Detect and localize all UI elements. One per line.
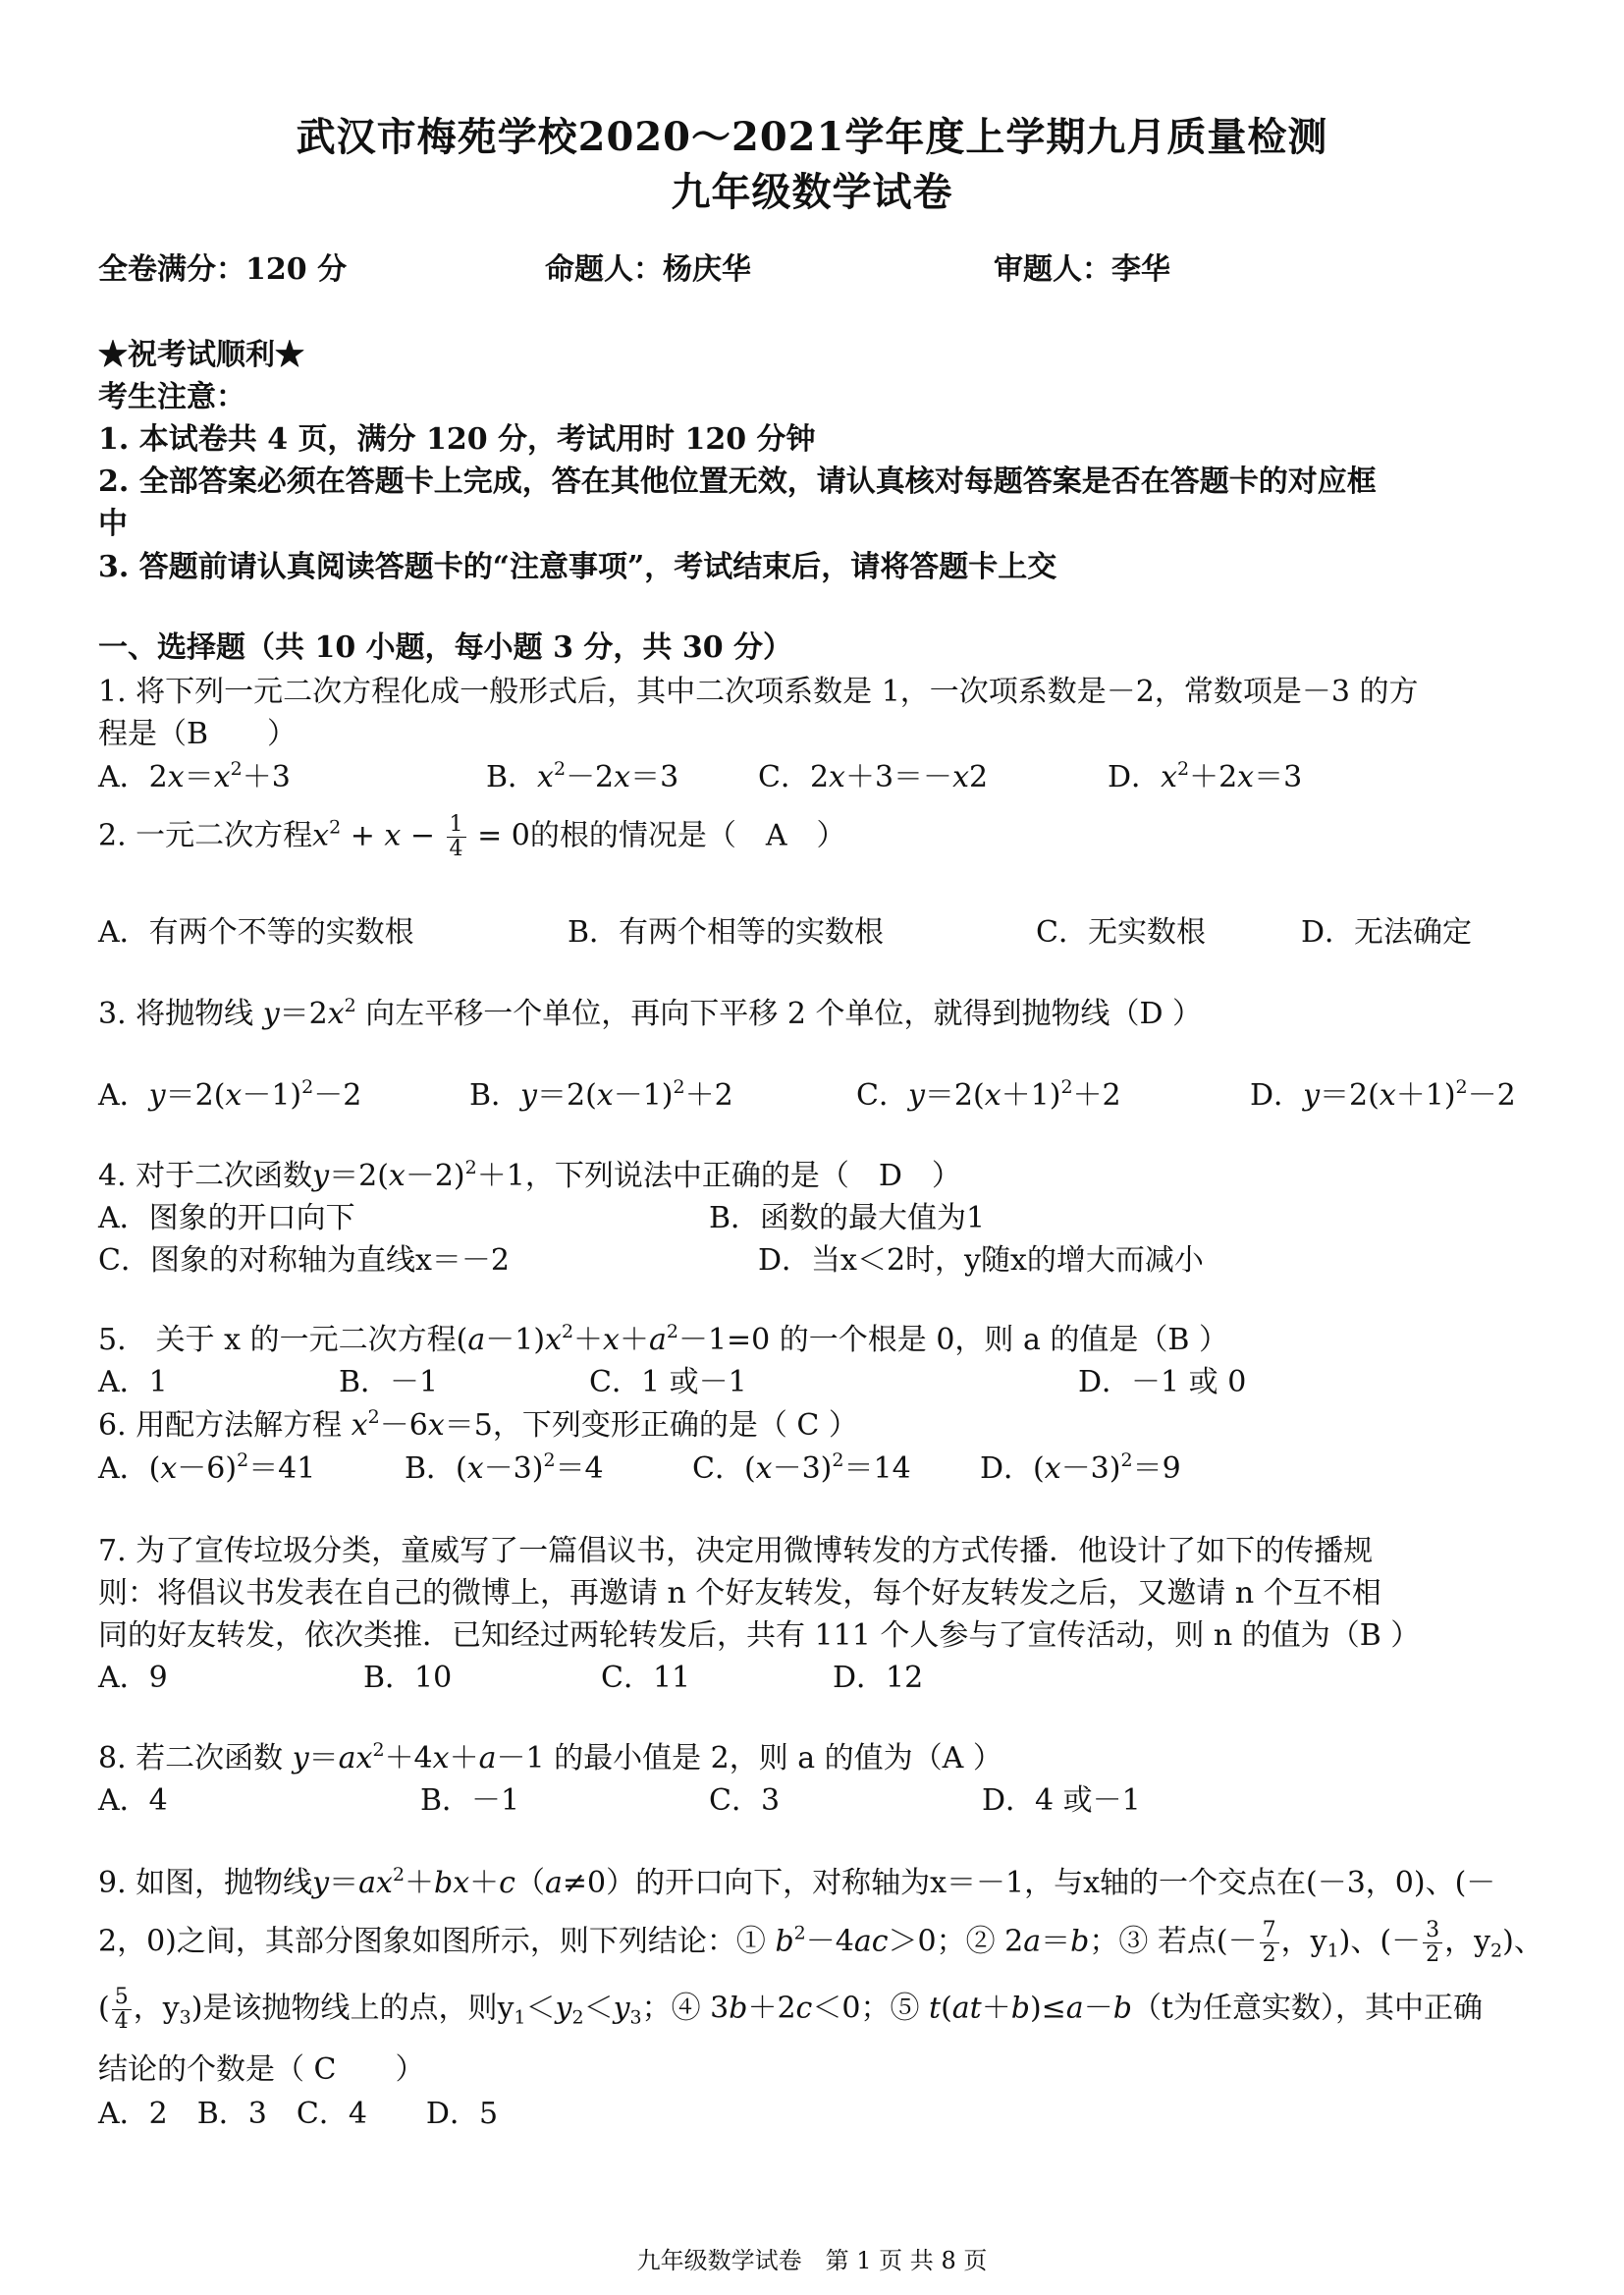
q4-option-a: A．图象的开口向下 (98, 1201, 355, 1235)
q8-option-c: C．3 (709, 1783, 781, 1818)
q2-option-c: C．无实数根 (1036, 915, 1206, 950)
q6-option-c: C．$(x-3)^2=14$ (692, 1449, 911, 1486)
q7-option-b: B．10 (363, 1661, 453, 1695)
question-reviewer: 审题人：李华 (994, 252, 1170, 287)
q2-option-b: B．有两个相等的实数根 (568, 915, 885, 950)
notice-heading: 考生注意： (98, 380, 245, 414)
total-score: 全卷满分：120 分 (98, 252, 348, 287)
q9-options: A．2 B．3 C．4 D．5 (98, 2097, 499, 2131)
q2-option-a: A．有两个不等的实数根 (98, 915, 414, 950)
q6-option-d: D．$(x-3)^2=9$ (980, 1449, 1181, 1486)
q1-option-d: D．$x^2+2x=3$ (1108, 758, 1303, 794)
q2-stem: 2. 一元二次方程$x^2 + x$ − $\frac{1}{4}$ = 0的根的情况是（ A ） (98, 812, 846, 861)
q1-option-c: C．2x＋3＝－x2 (758, 760, 989, 794)
question-author: 命题人：杨庆华 (545, 252, 751, 287)
q9-stem-cont-3: 结论的个数是（ C ） (98, 2052, 425, 2087)
q8-option-b: B．－1 (420, 1783, 520, 1818)
notice-item-2-cont: 中 (98, 507, 128, 541)
q4-option-d: D．当x＜2时，y随x的增大而减小 (758, 1243, 1204, 1278)
q9-stem-cont-2: ( $\frac{5}{4}$ ，$y_3$)是该抛物线上的点，则$y_1<y_2<y_3$；④ 3b＋2c＜0；⑤ t(at＋b)≤a－b（t为任意实数），其中正确 (98, 1985, 1483, 2034)
q5-option-d: D．－1 或 0 (1078, 1365, 1247, 1399)
q6-option-b: B．$(x-3)^2=4$ (405, 1449, 604, 1486)
q7-option-a: A．9 (98, 1661, 168, 1695)
fraction-seven-halves: $\frac{7}{2}$ (1260, 1919, 1279, 1967)
q1-option-b: B．$x^2-2x=3$ (486, 758, 679, 794)
q3-option-d: D．$y=2(x+1)^2-2$ (1250, 1076, 1516, 1113)
q3-option-a: A．$y=2(x-1)^2-2$ (98, 1076, 362, 1113)
q7-stem-cont-2: 同的好友转发，依次类推．已知经过两轮转发后，共有 111 个人参与了宣传活动，则 n 的值为（B ） (98, 1618, 1421, 1653)
fraction-five-quarters: $\frac{5}{4}$ (112, 1986, 132, 2034)
q9-stem-cont-1: 2，0)之间，其部分图象如图所示，则下列结论：① $b^2-4ac>0$；② 2a＝b；③ 若点(－ $\frac{7}{2}$ ，$y_1$)、(－ $\frac{3}{2}$ ，$y_2$)、 (98, 1918, 1543, 1967)
exam-title: 武汉市梅苑学校2020～2021学年度上学期九月质量检测 (296, 114, 1328, 160)
q9-stem: 9. 如图，抛物线$y=ax^2+bx+c(a\ne 0)$的开口向下，对称轴为x＝－1，与x轴的一个交点在(－3，0)、(－ (98, 1864, 1496, 1900)
exam-subtitle: 九年级数学试卷 (671, 169, 953, 215)
q5-stem: 5. 关于 x 的一元二次方程$(a-1)x^2+x+a^2-1=0$ 的一个根是 0，则 a 的值是（B ） (98, 1321, 1228, 1357)
q5-option-a: A．1 (98, 1365, 168, 1399)
q4-option-c: C．图象的对称轴为直线x＝－2 (98, 1243, 510, 1278)
q7-stem: 7. 为了宣传垃圾分类，童威写了一篇倡议书，决定用微博转发的方式传播．他设计了如下的传播规 (98, 1534, 1374, 1568)
q8-option-a: A．4 (98, 1783, 168, 1818)
q5-option-c: C．1 或－1 (589, 1365, 747, 1399)
q8-option-d: D．4 或－1 (982, 1783, 1141, 1818)
q7-option-d: D．12 (833, 1661, 924, 1695)
notice-item-3: 3. 答题前请认真阅读答题卡的“注意事项”，考试结束后，请将答题卡上交 (98, 550, 1057, 584)
notice-item-1: 1. 本试卷共 4 页，满分 120 分，考试用时 120 分钟 (98, 422, 816, 457)
q6-option-a: A．$(x-6)^2=41$ (98, 1449, 316, 1486)
q5-option-b: B．－1 (339, 1365, 439, 1399)
section-heading: 一、选择题（共 10 小题，每小题 3 分，共 30 分） (98, 630, 793, 665)
q1-stem: 1. 将下列一元二次方程化成一般形式后，其中二次项系数是 1，一次项系数是－2，常数项是－3 的方 (98, 675, 1419, 709)
q3-option-c: C．$y=2(x+1)^2+2$ (856, 1076, 1121, 1113)
page-footer: 九年级数学试卷 第 1 页 共 8 页 (636, 2247, 988, 2274)
q7-stem-cont-1: 则：将倡议书发表在自己的微博上，再邀请 n 个好友转发，每个好友转发之后，又邀请 n 个互不相 (98, 1576, 1381, 1611)
q6-stem: 6. 用配方法解方程 $x^2-6x=5$，下列变形正确的是（ C ） (98, 1406, 858, 1443)
q7-option-c: C．11 (601, 1661, 691, 1695)
q1-stem-cont: 程是（B ） (98, 717, 298, 751)
q8-stem: 8. 若二次函数 $y=ax^2+4x+a-1$ 的最小值是 2，则 a 的值为（A ） (98, 1739, 1002, 1776)
q1-option-a: A．$2x=x^2+3$ (98, 758, 291, 794)
q2-option-d: D．无法确定 (1301, 915, 1473, 950)
q3-stem: 3. 将抛物线 $y=2x^2$ 向左平移一个单位，再向下平移 2 个单位，就得到抛物线（D ） (98, 995, 1203, 1031)
notice-item-2: 2. 全部答案必须在答题卡上完成，答在其他位置无效，请认真核对每题答案是否在答题卡的对应框 (98, 464, 1377, 499)
q4-stem: 4. 对于二次函数$y=2(x-2)^2+1$，下列说法中正确的是（ D ） (98, 1157, 961, 1193)
q4-option-b: B．函数的最大值为1 (709, 1201, 986, 1235)
q3-option-b: B．$y=2(x-1)^2+2$ (469, 1076, 733, 1113)
fraction-three-halves: $\frac{3}{2}$ (1423, 1919, 1442, 1967)
fraction-one-quarter: $\frac{1}{4}$ (447, 813, 466, 861)
good-luck-banner: ★祝考试顺利★ (98, 338, 304, 372)
